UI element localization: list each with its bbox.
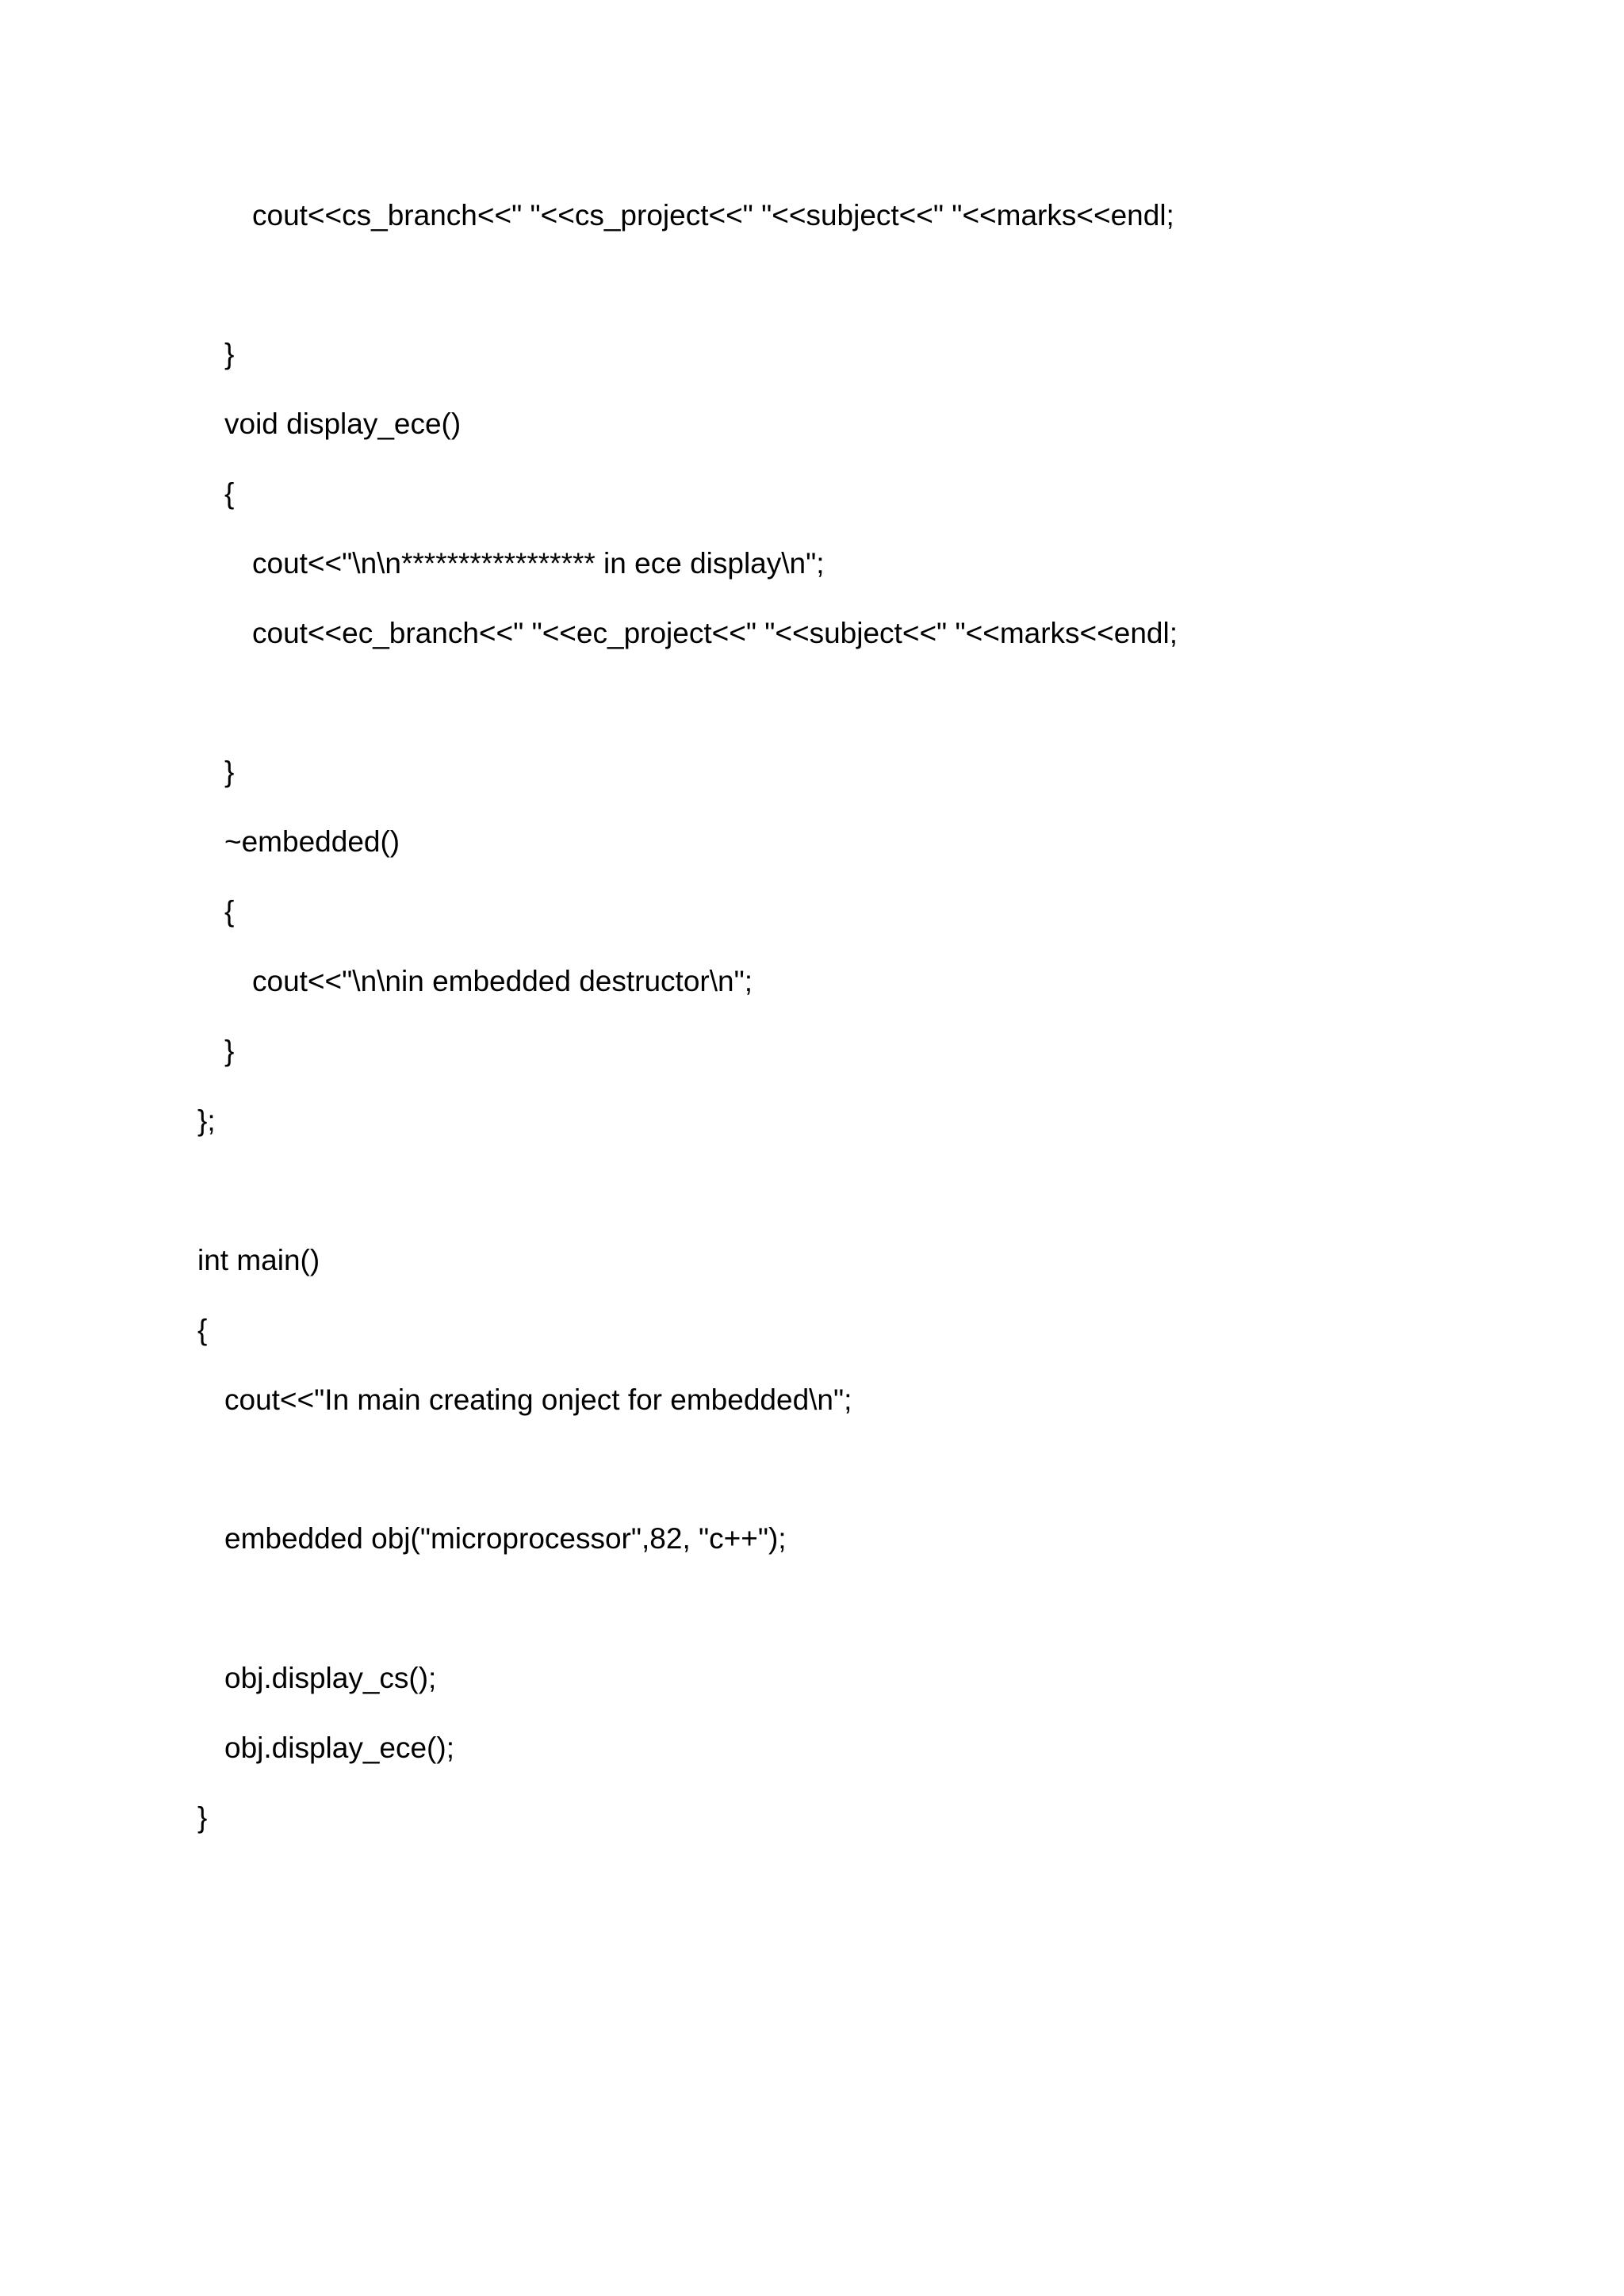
code-line: int main() [197,1244,320,1276]
code-line: embedded obj("microprocessor",82, "c++"); [224,1522,787,1555]
code-line: }; [197,1104,216,1137]
code-line: cout<<"In main creating onject for embedded\n"; [224,1383,852,1416]
code-line: obj.display_cs(); [224,1662,437,1694]
code-line: { [224,895,235,928]
code-line: } [197,1801,208,1834]
code-line: void display_ece() [224,408,462,440]
code-line: cout<<"\n\n***************** in ece display\n"; [252,547,825,580]
code-line: cout<<ec_branch<<" "<<ec_project<<" "<<subject<<" "<<marks<<endl; [252,617,1178,649]
code-line: { [197,1314,208,1346]
code-line: cout<<"\n\nin embedded destructor\n"; [252,965,753,997]
code-line: { [224,477,235,510]
code-line: } [224,338,235,370]
code-line: ~embedded() [224,825,400,858]
code-line: obj.display_ece(); [224,1732,454,1764]
code-line: } [224,756,235,788]
code-line: } [224,1035,235,1067]
code-line: cout<<cs_branch<<" "<<cs_project<<" "<<subject<<" "<<marks<<endl; [252,199,1174,232]
